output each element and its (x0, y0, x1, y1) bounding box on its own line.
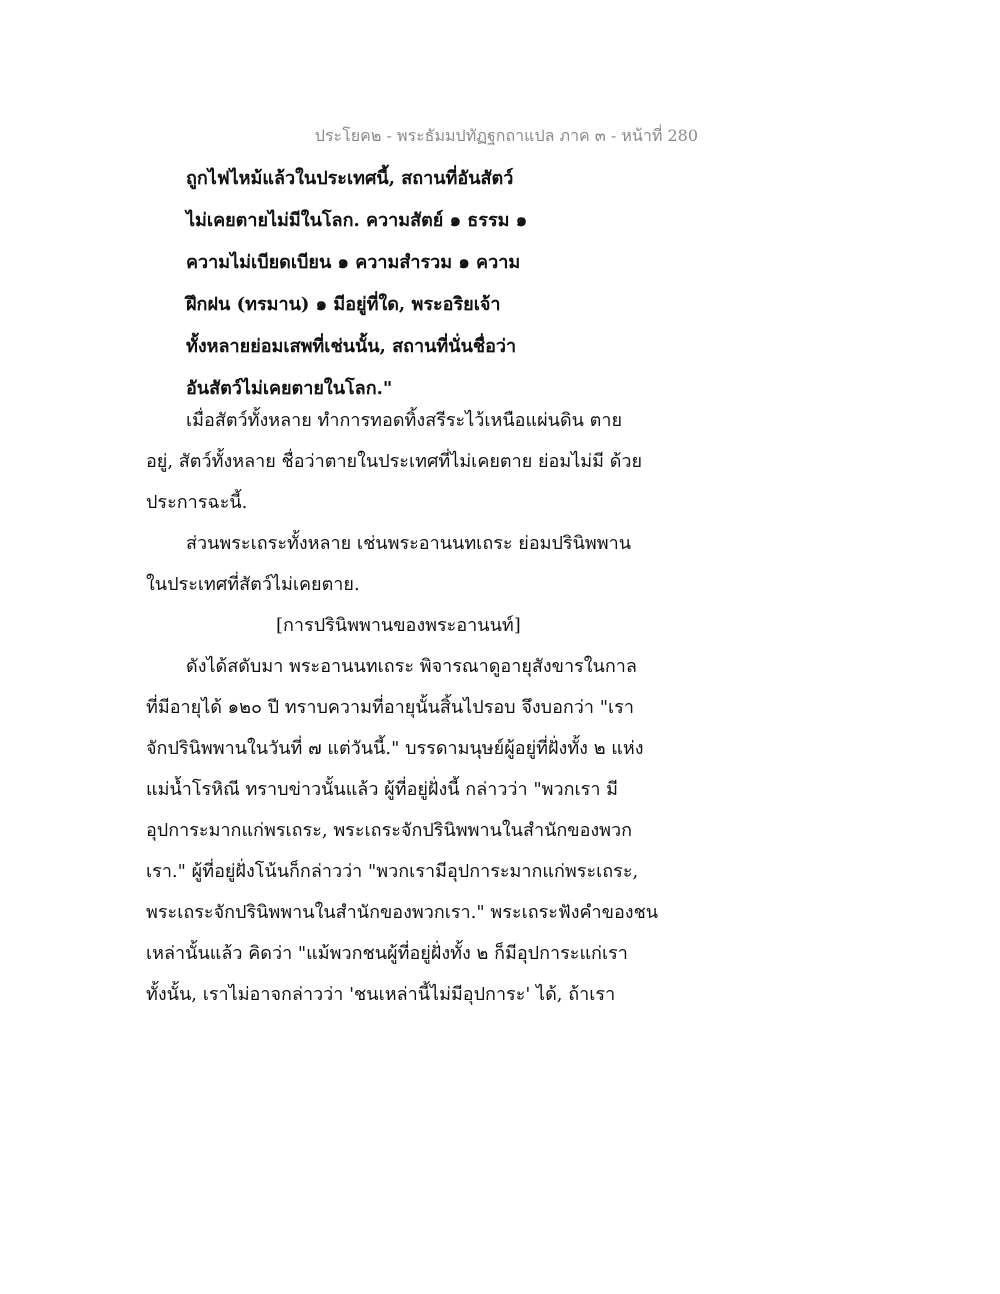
paragraph-line: เมื่อสัตว์ทั้งหลาย ทำการทอดทิ้งสรีระไว้เหนือแผ่นดิน ตาย (186, 410, 622, 431)
paragraph-line: พระเถระจักปรินิพพานในสำนักของพวกเรา." พระเถระฟังคำของชน (146, 902, 659, 923)
paragraph-line: จักปรินิพพานในวันที่ ๗ แต่วันนี้." บรรดามนุษย์ผู้อยู่ที่ฝั่งทั้ง ๒ แห่ง (146, 738, 644, 759)
section-heading: [การปรินิพพานของพระอานนท์] (276, 615, 521, 636)
verse-line: ความไม่เบียดเบียน ๑ ความสำรวม ๑ ความ (186, 252, 521, 273)
running-header: ประโยค๒ - พระธัมมปทัฏฐกถาแปล ภาค ๓ - หน้าที่ 280 (314, 126, 698, 145)
paragraph-line: ทั้งนั้น, เราไม่อาจกล่าวว่า 'ชนเหล่านี้ไม่มีอุปการะ' ได้, ถ้าเรา (146, 984, 616, 1005)
paragraph-line: แม่น้ำโรหิณี ทราบข่าวนั้นแล้ว ผู้ที่อยู่ฝั่งนี้ กล่าวว่า "พวกเรา มี (146, 779, 619, 800)
paragraph-line: อุปการะมากแก่พรเถระ, พระเถระจักปรินิพพานในสำนักของพวก (146, 820, 633, 841)
verse-block (186, 158, 746, 410)
paragraph-line: ที่มีอายุได้ ๑๒๐ ปี ทราบความที่อายุนั้นสิ้นไปรอบ จึงบอกว่า "เรา (146, 697, 634, 718)
paragraph-line: อยู่, สัตว์ทั้งหลาย ชื่อว่าตายในประเทศที่ไม่เคยตาย ย่อมไม่มี ด้วย (146, 451, 643, 472)
paragraph-line: เรา." ผู้ที่อยู่ฝั่งโน้นก็กล่าวว่า "พวกเรามีอุปการะมากแก่พระเถระ, (146, 861, 639, 882)
paragraph-line: ในประเทศที่สัตว์ไม่เคยตาย. (146, 574, 360, 595)
verse-line: ทั้งหลายย่อมเสพที่เช่นนั้น, สถานที่นั่นชื่อว่า (186, 336, 517, 357)
verse-line: ฝึกฝน (ทรมาน) ๑ มีอยู่ที่ใด, พระอริยเจ้า (186, 294, 501, 315)
paragraph-line: เหล่านั้นแล้ว คิดว่า "แม้พวกชนผู้ที่อยู่ฝั่งทั้ง ๒ ก็มีอุปการะแก่เรา (146, 943, 628, 964)
paragraph-line: ดังได้สดับมา พระอานนทเถระ พิจารณาดูอายุสังขารในกาล (186, 656, 637, 677)
body-text (146, 400, 716, 1015)
paragraph-line: ประการฉะนี้. (146, 492, 248, 513)
verse-line: ถูกไฟไหม้แล้วในประเทศนี้, สถานที่อันสัตว์ (186, 168, 514, 189)
verse-line: อันสัตว์ไม่เคยตายในโลก." (186, 378, 393, 399)
verse-line: ไม่เคยตายไม่มีในโลก. ความสัตย์ ๑ ธรรม ๑ (186, 210, 528, 231)
paragraph-line: ส่วนพระเถระทั้งหลาย เช่นพระอานนทเถระ ย่อมปรินิพพาน (186, 533, 632, 554)
